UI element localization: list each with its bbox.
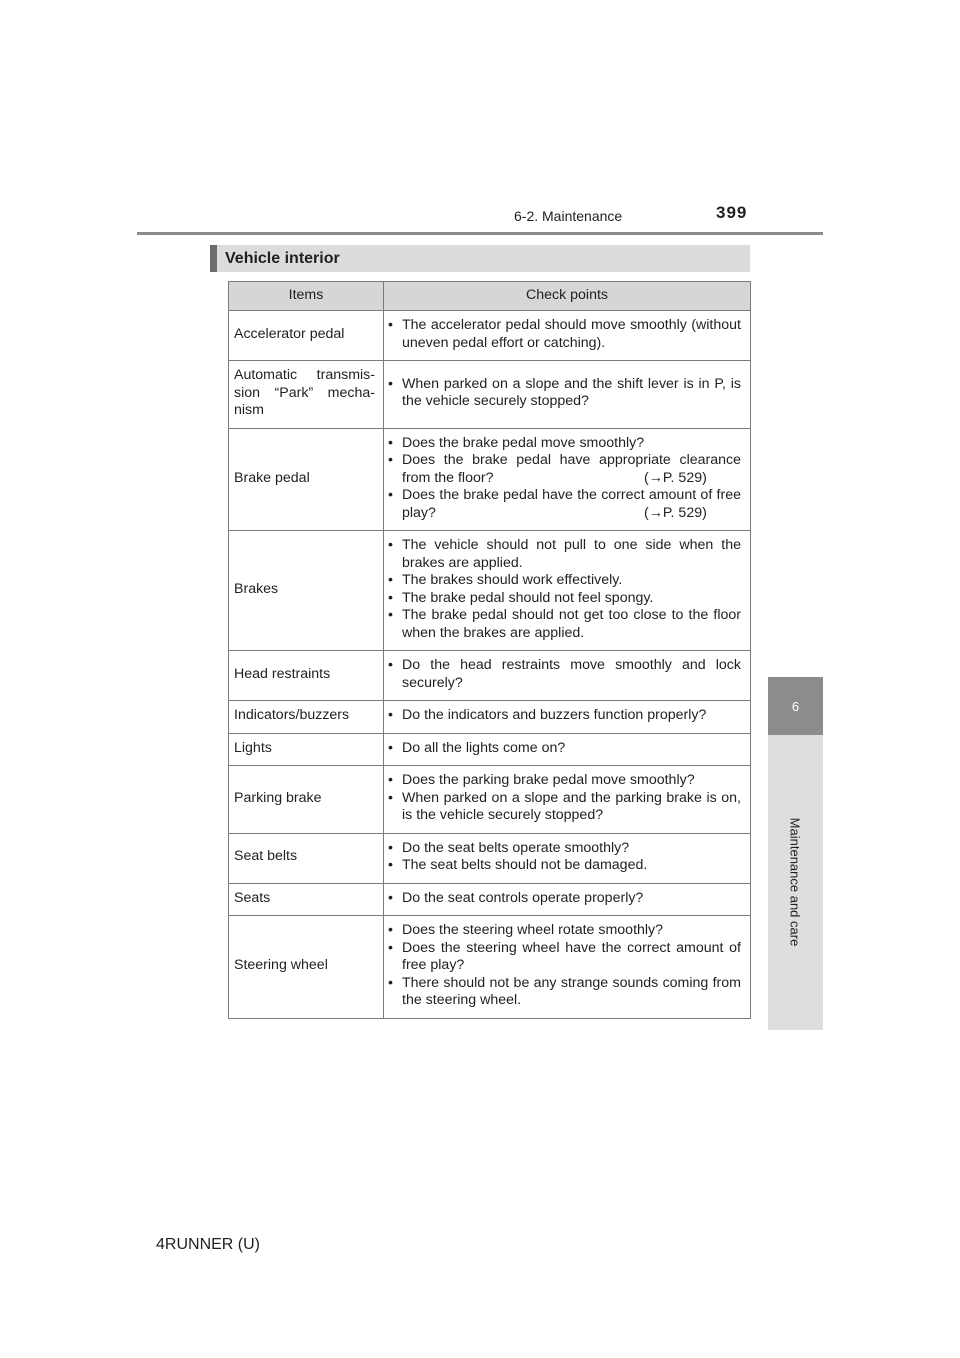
column-header-items: Items	[229, 282, 384, 311]
check-point-text: When parked on a slope and the shift lever is in P, is the vehicle securely stopped?	[402, 375, 741, 410]
check-point-text: The accelerator pedal should move smoothly (without uneven pedal effort or catching).	[402, 317, 741, 351]
header-rule	[137, 232, 823, 235]
check-points-cell	[384, 361, 751, 429]
check-point-text: Do the head restraints move smoothly and lock securely?	[402, 657, 741, 691]
check-point	[388, 487, 741, 522]
check-point-text: The brake pedal should not get too close to the floor when the brakes are applied.	[402, 607, 741, 641]
item-cell: Seat belts	[229, 833, 384, 883]
page-number: 399	[716, 203, 748, 222]
check-point-text: The brakes should work effectively.	[402, 572, 623, 588]
check-point	[388, 537, 741, 572]
check-points-cell	[384, 916, 751, 1019]
check-point	[388, 435, 741, 453]
table-row	[229, 733, 751, 766]
check-point	[388, 857, 741, 875]
item-cell: Parking brake	[229, 766, 384, 834]
check-point	[388, 840, 741, 858]
check-point	[388, 657, 741, 692]
check-point	[388, 790, 741, 825]
check-point-text: The brake pedal should not feel spongy.	[402, 589, 654, 606]
check-point	[388, 317, 741, 352]
table-row	[229, 916, 751, 1019]
table-row	[229, 428, 751, 531]
table-row	[229, 833, 751, 883]
check-point-text: Does the steering wheel rotate smoothly?	[402, 922, 664, 938]
check-points-cell	[384, 883, 751, 916]
check-point-text: Does the parking brake pedal move smoothly?	[402, 772, 695, 788]
item-cell: Brakes	[229, 531, 384, 651]
check-point	[388, 772, 741, 790]
check-points-cell	[384, 833, 751, 883]
check-point-text: Does the brake pedal have the correct amount of free play?	[402, 487, 741, 521]
item-cell: Lights	[229, 733, 384, 766]
check-points-cell	[384, 531, 751, 651]
section-heading	[210, 245, 750, 272]
check-points-cell	[384, 701, 751, 734]
check-point-text: The vehicle should not pull to one side when the brakes are applied.	[402, 537, 741, 571]
check-point-text: There should not be any strange sounds coming from the steering wheel.	[402, 974, 741, 1008]
check-point	[388, 607, 741, 642]
check-point-text: Do all the lights come on?	[402, 739, 566, 756]
page-reference: (→P. 529)	[644, 504, 707, 521]
check-points-cell	[384, 428, 751, 531]
check-point	[388, 975, 741, 1010]
check-point-text: The seat belts should not be damaged.	[402, 857, 648, 873]
chapter-tab	[768, 677, 823, 735]
check-point	[388, 940, 741, 975]
check-point-text: When parked on a slope and the parking brake is on, is the vehicle securely stopped?	[402, 789, 741, 823]
check-points-cell	[384, 311, 751, 361]
check-table	[228, 281, 751, 1019]
check-point-text: Does the brake pedal have appropriate clearance from the floor?	[402, 452, 741, 486]
check-point	[388, 890, 741, 908]
check-point	[388, 572, 741, 590]
table-row	[229, 883, 751, 916]
table-row	[229, 311, 751, 361]
table-header-row	[229, 282, 751, 311]
check-point	[388, 376, 741, 411]
footer-model: 4RUNNER (U)	[156, 1236, 260, 1253]
table-row	[229, 766, 751, 834]
item-cell: Automatic transmis-sion “Park” mecha-nism	[229, 361, 384, 429]
check-points-cell	[384, 651, 751, 701]
check-point	[388, 452, 741, 487]
chapter-number: 6	[791, 698, 800, 714]
check-point	[388, 590, 741, 608]
table-row	[229, 361, 751, 429]
check-point-text: Do the indicators and buzzers function properly?	[402, 707, 707, 723]
table-row	[229, 531, 751, 651]
page-reference: (→P. 529)	[644, 469, 707, 486]
check-point-text: Do the seat belts operate smoothly?	[402, 839, 630, 856]
chapter-title: Maintenance and care	[787, 817, 803, 947]
check-point-text: Does the steering wheel have the correct amount of free play?	[402, 939, 741, 973]
item-cell: Accelerator pedal	[229, 311, 384, 361]
check-points-cell	[384, 733, 751, 766]
section-heading-text: Vehicle interior	[225, 249, 340, 267]
header-section-title: 6-2. Maintenance	[514, 208, 623, 224]
check-points-cell	[384, 766, 751, 834]
check-point	[388, 740, 741, 758]
check-point-text: Does the brake pedal move smoothly?	[402, 434, 645, 451]
check-point-text: Do the seat controls operate properly?	[402, 889, 644, 906]
check-point	[388, 922, 741, 940]
item-cell: Head restraints	[229, 651, 384, 701]
item-cell: Steering wheel	[229, 916, 384, 1019]
table-row	[229, 651, 751, 701]
item-cell: Indicators/buzzers	[229, 701, 384, 734]
item-cell: Brake pedal	[229, 428, 384, 531]
check-point	[388, 707, 741, 725]
table-row	[229, 701, 751, 734]
column-header-check-points: Check points	[384, 282, 751, 311]
item-cell: Seats	[229, 883, 384, 916]
